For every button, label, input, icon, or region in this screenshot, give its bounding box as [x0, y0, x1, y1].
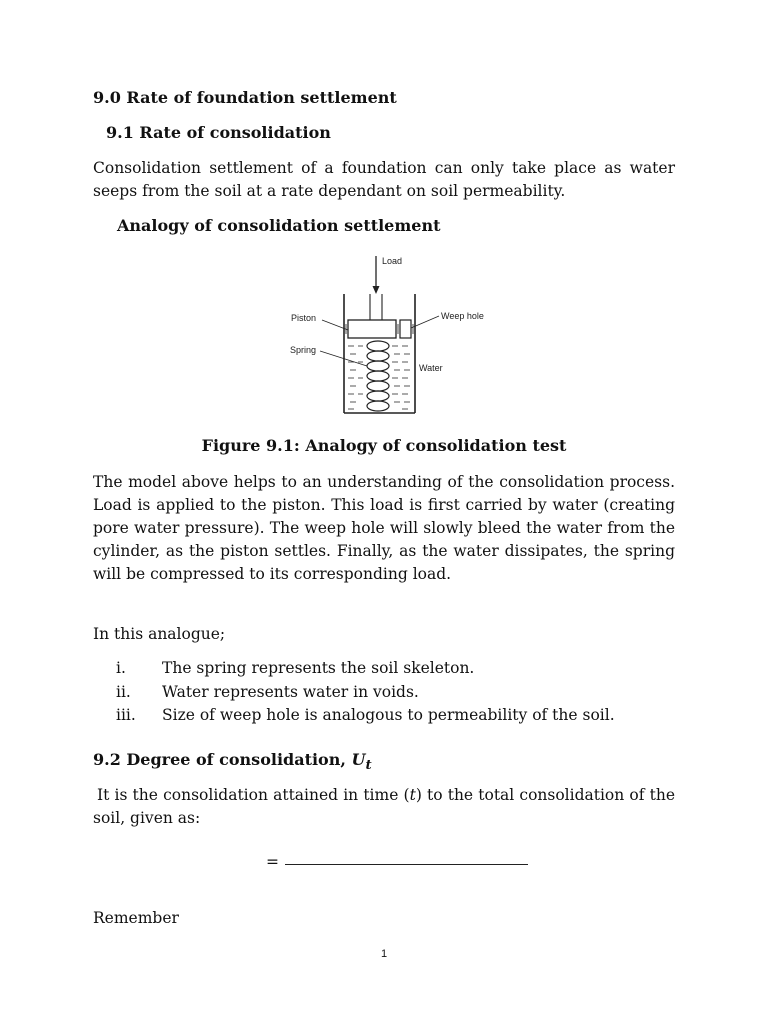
paragraph-degree-before: It is the consolidation attained in time (: [97, 786, 410, 804]
consolidation-analogy-figure: [270, 250, 510, 420]
paragraph-degree-var: t: [409, 786, 416, 804]
page-number: 1: [380, 948, 388, 960]
analogue-list: [116, 657, 615, 728]
paragraph-model: The model above helps to an understanding of the consolidation process. Load is applied to the piston. This load is first carried by water (creating pore water pressure). The weep hole will slowly bleed the water from the cylinder, as the piston settles. Finally, as the water dissipates, the spring will be compressed to its corresponding load.: [93, 473, 675, 583]
list-item-text: The spring represents the soil skeleton.: [162, 659, 475, 677]
label-water: Water: [419, 363, 443, 373]
list-item-text: Water represents water in voids.: [162, 682, 419, 701]
label-spring: Spring: [290, 345, 317, 355]
heading-rate-of-consolidation: 9.1 Rate of consolidation: [106, 123, 331, 142]
heading-degree-text: 9.2 Degree of consolidation,: [93, 750, 352, 769]
weep-hole-block: [400, 320, 411, 338]
water-dashes: [348, 346, 410, 409]
heading-rate-of-foundation-settlement: 9.0 Rate of foundation settlement: [93, 88, 397, 107]
equation-fraction-line: [285, 864, 528, 865]
load-arrow-head: [373, 286, 380, 294]
list-item: [116, 704, 615, 728]
subheading-analogy: Analogy of consolidation settlement: [117, 216, 441, 235]
label-weep-hole: Weep hole: [441, 311, 484, 321]
label-piston: Piston: [291, 313, 317, 323]
paragraph-analogue: In this analogue;: [93, 625, 226, 643]
paragraph-degree: [93, 784, 675, 830]
list-item-number: iii.: [116, 706, 136, 724]
equation-equals: =: [266, 853, 279, 871]
list-item-number: i.: [116, 659, 126, 677]
spring: [367, 341, 389, 411]
heading-degree-subscript: t: [365, 757, 372, 774]
paragraph-intro: Consolidation settlement of a foundation can only take place as water seeps from the soil at a rate dependant on soil permeability.: [93, 159, 675, 200]
label-load: Load: [382, 256, 403, 266]
remember-text: Remember: [93, 909, 179, 927]
heading-degree-symbol: U: [351, 750, 366, 769]
equation: [266, 853, 528, 871]
paragraph-degree-after: ) to the total consolidation of the soil, given as:: [93, 786, 676, 827]
figure-caption: Figure 9.1: Analogy of consolidation test: [201, 436, 567, 455]
list-item: [116, 657, 615, 681]
list-item-number: ii.: [116, 682, 131, 701]
list-item: [116, 681, 615, 705]
list-item-text: Size of weep hole is analogous to permeability of the soil.: [162, 706, 615, 724]
heading-degree-of-consolidation: [93, 750, 372, 773]
piston: [348, 320, 396, 338]
